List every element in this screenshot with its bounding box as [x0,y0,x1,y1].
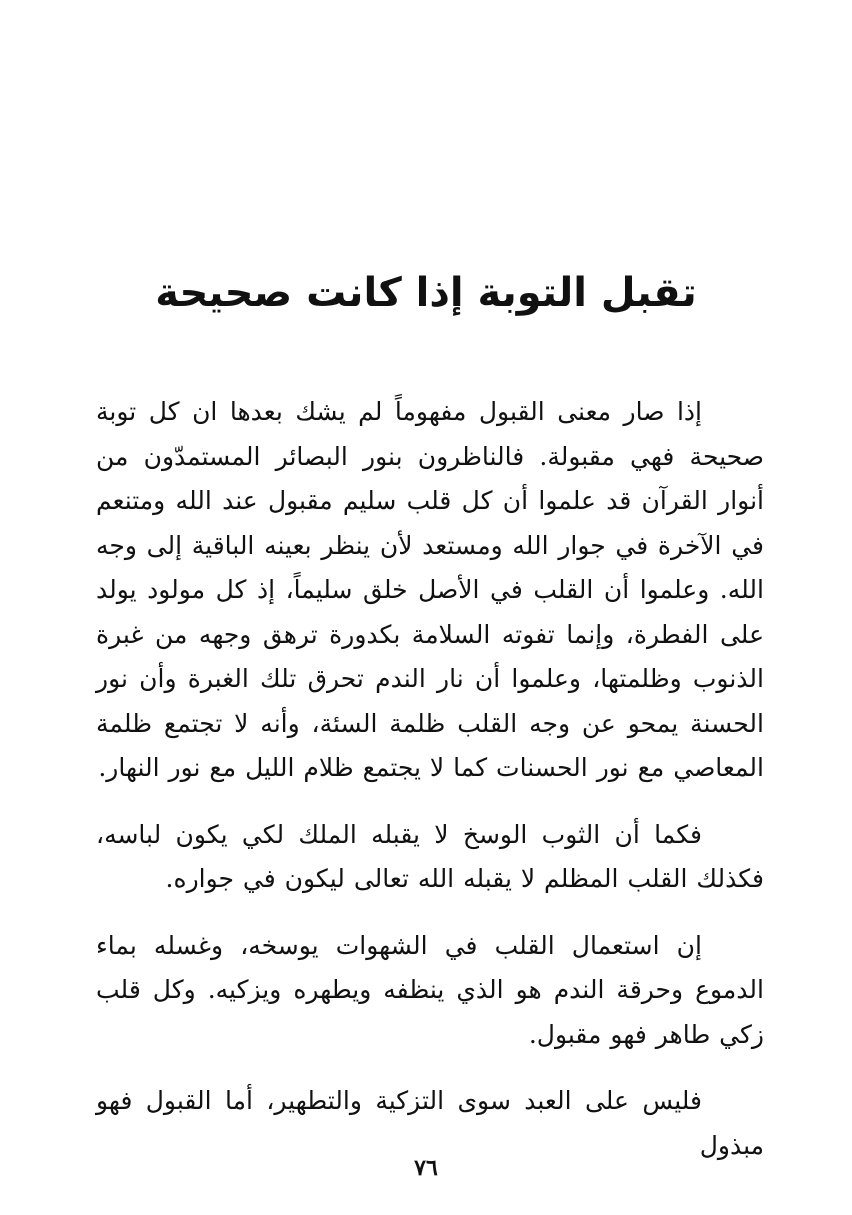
body-text [96,390,764,1190]
chapter-title: تقبل التوبة إذا كانت صحيحة [155,270,697,316]
paragraph-2: فكما أن الثوب الوسخ لا يقبله الملك لكي يكون لباسه، فكذلك القلب المظلم لا يقبله الله تعالى ليكون في جواره. [96,819,764,893]
page-number: ٧٦ [414,1155,438,1181]
paragraph-3: إن استعمال القلب في الشهوات يوسخه، وغسله بماء الدموع وحرقة الندم هو الذي ينظفه ويطهره ويزكيه. وكل قلب زكي طاهر فهو مقبول. [96,930,764,1049]
paragraph-1: إذا صار معنى القبول مفهوماً لم يشك بعدها ان كل توبة صحيحة فهي مقبولة. فالناظرون بنور البصائر المستمدّون من أنوار القرآن قد علموا أن كل قلب سليم مقبول عند الله ومتنعم في الآخرة في جوار الله ومستعد لأن ينظر بعينه الباقية إلى وجه الله. وعلموا أن القلب في الأصل خلق سليماً، إذ كل مولود يولد على الفطرة، وإنما تفوته السلامة بكدورة ترهق وجهه من غبرة الذنوب وظلمتها، وعلموا أن نار الندم تحرق تلك الغبرة وأن نور الحسنة يمحو عن وجه القلب ظلمة السئة، وأنه لا تجتمع ظلمة المعاصي مع نور الحسنات كما لا يجتمع ظلام الليل مع نور النهار. [96,397,764,782]
paragraph-4: فليس على العبد سوى التزكية والتطهير، أما القبول فهو مبذول [96,1086,764,1160]
